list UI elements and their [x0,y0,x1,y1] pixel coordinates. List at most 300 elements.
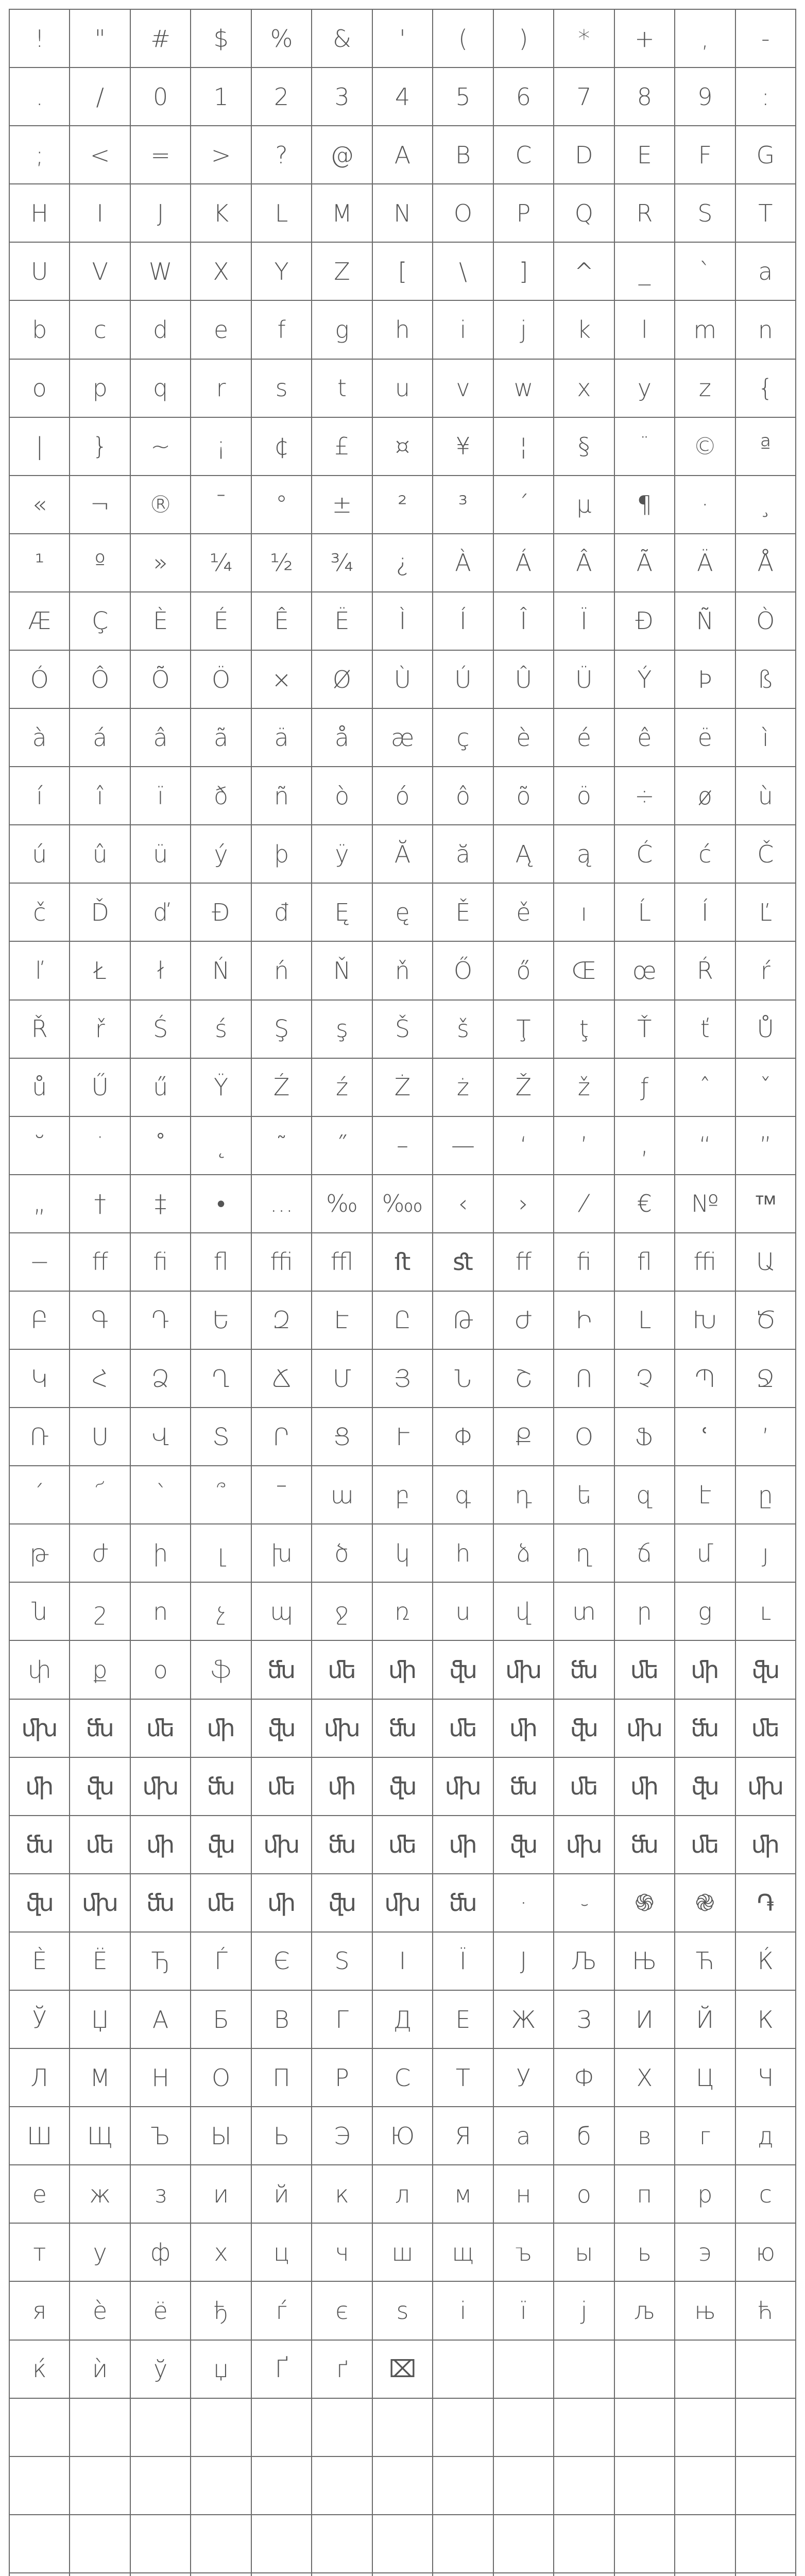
glyph-cell [554,2573,614,2576]
glyph-cell: Г [312,1991,372,2049]
glyph-cell: 0 [131,68,191,126]
glyph-cell: ՟ [252,1466,312,1524]
glyph-cell: E [615,126,675,184]
glyph-cell: Ъ [131,2107,191,2165]
glyph-cell: T [736,184,796,243]
glyph-cell: ™ [736,1175,796,1233]
glyph-cell: ² [373,476,433,534]
glyph-cell: ń [252,942,312,1000]
glyph-cell: С [373,2049,433,2107]
glyph-cell: ³ [433,476,493,534]
glyph-cell: ֍ [615,1874,675,1933]
glyph-cell: ђ [191,2282,251,2340]
glyph-cell [675,2399,735,2457]
glyph-cell: j [494,301,554,359]
glyph-cell: o [10,360,70,418]
glyph-cell: Ě [433,884,493,942]
glyph-cell: “ [675,1117,735,1175]
glyph-cell: Я [433,2107,493,2165]
glyph-cell: ¡ [191,418,251,476]
glyph-cell: æ [373,709,433,767]
glyph-cell: ՚ [736,1408,796,1466]
glyph-cell: ս [433,1583,493,1641]
glyph-cell: ) [494,10,554,68]
glyph-cell [675,2573,735,2576]
glyph-cell: U [10,243,70,301]
glyph-cell: 4 [373,68,433,126]
glyph-cell: Ջ [736,1350,796,1408]
glyph-cell: » [131,534,191,592]
glyph-cell: ք [70,1641,130,1699]
glyph-cell: Է [312,1292,372,1350]
glyph-cell: ﬓ [675,1700,735,1758]
glyph-cell: { [736,360,796,418]
glyph-cell [736,2341,796,2399]
glyph-cell [494,2457,554,2515]
glyph-cell: u [373,360,433,418]
glyph-cell: ? [252,126,312,184]
glyph-cell: ձ [494,1524,554,1583]
glyph-cell: ﬗ [433,1758,493,1816]
glyph-cell: Զ [252,1292,312,1350]
glyph-cell: P [494,184,554,243]
glyph-cell: g [312,301,372,359]
glyph-cell [554,2341,614,2399]
glyph-cell: Ý [615,651,675,709]
glyph-cell: ﬔ [131,1700,191,1758]
glyph-cell: V [70,243,130,301]
glyph-cell: Н [131,2049,191,2107]
glyph-cell: \ [433,243,493,301]
glyph-cell: Â [554,534,614,592]
glyph-cell: ä [252,709,312,767]
glyph-cell: ﬔ [675,1816,735,1874]
glyph-cell: Ü [554,651,614,709]
glyph-cell [736,2457,796,2515]
glyph-cell: r [191,360,251,418]
glyph-cell: ˆ [675,1059,735,1117]
glyph-cell: Ó [10,651,70,709]
glyph-cell: ì [736,709,796,767]
glyph-cell [433,2341,493,2399]
glyph-cell [70,2457,130,2515]
glyph-cell: © [675,418,735,476]
glyph-cell: 5 [433,68,493,126]
glyph-cell: կ [373,1524,433,1583]
glyph-cell: Օ [554,1408,614,1466]
glyph-cell: ы [554,2224,614,2282]
glyph-cell: ˇ [736,1059,796,1117]
glyph-cell: d [131,301,191,359]
glyph-cell [312,2515,372,2573]
glyph-cell: ^ [554,243,614,301]
glyph-cell: y [615,360,675,418]
glyph-cell: Ś [131,1001,191,1059]
glyph-cell: ﬗ [70,1874,130,1933]
glyph-cell: г [675,2107,735,2165]
glyph-cell: Љ [554,1933,614,1991]
glyph-cell [494,2341,554,2399]
glyph-cell: : [736,68,796,126]
glyph-cell [191,2573,251,2576]
glyph-cell: ď [131,884,191,942]
glyph-cell: ﬖ [494,1816,554,1874]
glyph-cell: ћ [736,2282,796,2340]
glyph-cell: ֆ [191,1641,251,1699]
glyph-cell: Ì [373,592,433,651]
glyph-cell: — [433,1117,493,1175]
glyph-cell: գ [433,1466,493,1524]
glyph-cell: Ѕ [312,1933,372,1991]
glyph-cell: ը [736,1466,796,1524]
glyph-cell: Կ [10,1350,70,1408]
glyph-cell: ł [131,942,191,1000]
glyph-cell: ´ [494,476,554,534]
glyph-cell: ﬓ [312,1816,372,1874]
glyph-cell: ﬖ [736,1641,796,1699]
glyph-cell: ª [736,418,796,476]
glyph-cell: 6 [494,68,554,126]
glyph-cell: f [252,301,312,359]
glyph-cell: я [10,2282,70,2340]
glyph-cell: ї [494,2282,554,2340]
glyph-cell: } [70,418,130,476]
glyph-cell: ﬔ [191,1874,251,1933]
glyph-cell: œ [615,942,675,1000]
glyph-cell: ﬂ [191,1233,251,1292]
glyph-grid [9,9,796,2576]
glyph-cell: ﬔ [70,1816,130,1874]
glyph-cell: Ћ [675,1933,735,1991]
glyph-cell: Т [433,2049,493,2107]
glyph-cell: յ [736,1524,796,1583]
glyph-cell: ¥ [433,418,493,476]
glyph-cell: î [70,767,130,825]
glyph-cell: В [252,1991,312,2049]
glyph-cell: ů [10,1059,70,1117]
glyph-cell: e [191,301,251,359]
glyph-cell: ղ [554,1524,614,1583]
glyph-cell: ﬕ [252,1874,312,1933]
glyph-cell: Տ [191,1408,251,1466]
glyph-cell: ‘ [494,1117,554,1175]
glyph-cell: ﬁ [554,1233,614,1292]
glyph-cell: ÷ [615,767,675,825]
glyph-cell [433,2573,493,2576]
glyph-cell: ﬓ [373,1700,433,1758]
glyph-cell: ﬖ [252,1700,312,1758]
glyph-cell: › [494,1175,554,1233]
glyph-cell [736,2399,796,2457]
glyph-cell [10,2457,70,2515]
glyph-cell: ˛ [191,1117,251,1175]
glyph-cell: X [191,243,251,301]
glyph-cell: ﬖ [373,1758,433,1816]
glyph-cell: ã [191,709,251,767]
glyph-cell [312,2573,372,2576]
glyph-cell: Ã [615,534,675,592]
glyph-cell: ﬓ [252,1641,312,1699]
glyph-cell: О [191,2049,251,2107]
glyph-cell: ﬕ [433,1816,493,1874]
glyph-cell: D [554,126,614,184]
glyph-cell: ‹ [433,1175,493,1233]
glyph-cell: ՛ [10,1466,70,1524]
glyph-cell: n [736,301,796,359]
glyph-cell [675,2515,735,2573]
glyph-cell [131,2457,191,2515]
glyph-cell: ţ [554,1001,614,1059]
glyph-cell: ﬓ [433,1874,493,1933]
glyph-cell: ř [70,1001,130,1059]
glyph-cell: ѓ [252,2282,312,2340]
glyph-cell: • [191,1175,251,1233]
glyph-cell: ě [494,884,554,942]
glyph-cell: b [10,301,70,359]
glyph-cell: ﬔ [312,1641,372,1699]
glyph-cell: | [10,418,70,476]
glyph-cell: đ [252,884,312,942]
glyph-cell: ﬖ [554,1700,614,1758]
glyph-cell: þ [252,825,312,884]
glyph-cell: Յ [373,1350,433,1408]
glyph-cell: Ձ [131,1350,191,1408]
glyph-cell: Մ [312,1350,372,1408]
glyph-cell: Þ [675,651,735,709]
glyph-cell: Ÿ [191,1059,251,1117]
glyph-cell: Z [312,243,372,301]
glyph-cell: Ù [373,651,433,709]
glyph-cell: Л [10,2049,70,2107]
glyph-cell: ՜ [70,1466,130,1524]
glyph-cell: ¹ [10,534,70,592]
glyph-cell: ﬓ [554,1641,614,1699]
glyph-cell: ﬖ [433,1641,493,1699]
glyph-cell: Ў [10,1991,70,2049]
glyph-cell: Њ [615,1933,675,1991]
glyph-cell: њ [675,2282,735,2340]
glyph-cell: Ă [373,825,433,884]
glyph-cell: ¾ [312,534,372,592]
glyph-cell: ﬀ [70,1233,130,1292]
glyph-cell: . [10,68,70,126]
glyph-cell: Č [736,825,796,884]
glyph-cell: š [433,1001,493,1059]
glyph-cell: љ [615,2282,675,2340]
glyph-cell: Չ [615,1350,675,1408]
glyph-cell: ˘ [10,1117,70,1175]
glyph-cell: խ [252,1524,312,1583]
glyph-cell: Ђ [131,1933,191,1991]
glyph-cell: Ů [736,1001,796,1059]
glyph-cell [70,2399,130,2457]
glyph-cell: Ť [615,1001,675,1059]
glyph-cell: Й [675,1991,735,2049]
glyph-cell: ﬗ [736,1758,796,1816]
glyph-cell: թ [10,1524,70,1583]
glyph-cell: Ż [373,1059,433,1117]
glyph-cell: F [675,126,735,184]
glyph-cell: ] [494,243,554,301]
glyph-cell: ﬗ [554,1816,614,1874]
glyph-cell [10,2399,70,2457]
glyph-cell: Թ [433,1292,493,1350]
glyph-cell: Ж [494,1991,554,2049]
glyph-cell: õ [494,767,554,825]
glyph-cell: ' [373,10,433,68]
glyph-cell: Í [433,592,493,651]
glyph-cell [191,2457,251,2515]
glyph-cell: / [70,68,130,126]
glyph-cell: ﬁ [131,1233,191,1292]
glyph-cell: ﬕ [675,1641,735,1699]
glyph-cell [433,2399,493,2457]
glyph-cell: w [494,360,554,418]
glyph-cell [494,2399,554,2457]
glyph-cell: ՙ [675,1408,735,1466]
glyph-cell: ⁄ [554,1175,614,1233]
glyph-cell: Щ [70,2107,130,2165]
glyph-cell [252,2457,312,2515]
glyph-cell: ı [554,884,614,942]
glyph-cell: ê [615,709,675,767]
glyph-cell: ﬔ [554,1758,614,1816]
glyph-cell: ñ [252,767,312,825]
glyph-cell: ¢ [252,418,312,476]
glyph-cell: â [131,709,191,767]
glyph-cell: * [554,10,614,68]
glyph-cell: ֎ [675,1874,735,1933]
glyph-cell: Ò [736,592,796,651]
glyph-cell [10,2573,70,2576]
glyph-cell: З [554,1991,614,2049]
glyph-cell: ŕ [736,942,796,1000]
glyph-cell: Խ [675,1292,735,1350]
glyph-cell: ő [494,942,554,1000]
glyph-cell: ‱ [373,1175,433,1233]
glyph-cell: ւ [736,1583,796,1641]
glyph-cell: º [70,534,130,592]
glyph-cell: т [10,2224,70,2282]
glyph-cell: l [615,301,675,359]
glyph-cell: б [554,2107,614,2165]
glyph-cell: ß [736,651,796,709]
glyph-cell [433,2515,493,2573]
glyph-cell: Ц [675,2049,735,2107]
glyph-cell: ՞ [191,1466,251,1524]
glyph-cell [373,2515,433,2573]
glyph-cell: Ժ [494,1292,554,1350]
glyph-cell: ф [131,2224,191,2282]
glyph-cell: k [554,301,614,359]
glyph-cell: v [433,360,493,418]
glyph-cell: ﬖ [10,1874,70,1933]
glyph-cell: Ю [373,2107,433,2165]
glyph-cell [494,2515,554,2573]
glyph-cell: ь [615,2224,675,2282]
glyph-cell: ﬓ [131,1874,191,1933]
glyph-cell: ‡ [131,1175,191,1233]
glyph-cell [131,2515,191,2573]
glyph-cell: а [494,2107,554,2165]
glyph-cell: э [675,2224,735,2282]
glyph-cell: ë [675,709,735,767]
glyph-cell [736,2573,796,2576]
glyph-cell: Ľ [736,884,796,942]
glyph-cell: ó [373,767,433,825]
glyph-cell: Б [191,1991,251,2049]
glyph-cell: Ę [312,884,372,942]
glyph-cell: Լ [615,1292,675,1350]
glyph-cell: ¤ [373,418,433,476]
glyph-cell: ¼ [191,534,251,592]
glyph-cell: Q [554,184,614,243]
glyph-cell: դ [494,1466,554,1524]
glyph-cell: – [373,1117,433,1175]
glyph-cell: à [10,709,70,767]
glyph-cell: ± [312,476,372,534]
glyph-cell [433,2457,493,2515]
glyph-cell: ր [615,1583,675,1641]
glyph-cell: C [494,126,554,184]
glyph-cell: ! [10,10,70,68]
glyph-cell: Ň [312,942,372,1000]
glyph-cell: Ş [252,1001,312,1059]
glyph-cell: Ґ [252,2341,312,2399]
glyph-cell: Î [494,592,554,651]
glyph-cell: ﬗ [494,1641,554,1699]
glyph-cell: Э [312,2107,372,2165]
glyph-cell [615,2457,675,2515]
glyph-cell: Ž [494,1059,554,1117]
glyph-cell: B [433,126,493,184]
glyph-cell: Ű [70,1059,130,1117]
glyph-cell: ﬆ [433,1233,493,1292]
glyph-cell: Ń [191,942,251,1000]
glyph-cell: у [70,2224,130,2282]
glyph-cell: џ [191,2341,251,2399]
glyph-cell [554,2515,614,2573]
glyph-cell: ж [70,2165,130,2224]
glyph-cell: ﬗ [252,1816,312,1874]
glyph-cell: Ա [736,1233,796,1292]
glyph-cell: Ç [70,592,130,651]
glyph-cell [191,2399,251,2457]
glyph-cell: № [675,1175,735,1233]
glyph-cell: ﬀ [494,1233,554,1292]
glyph-cell: Á [494,534,554,592]
glyph-cell: ﬖ [191,1816,251,1874]
glyph-cell: ï [131,767,191,825]
glyph-cell: ò [312,767,372,825]
glyph-cell: Ê [252,592,312,651]
glyph-cell: ﬖ [675,1758,735,1816]
glyph-cell: £ [312,418,372,476]
glyph-cell: $ [191,10,251,68]
glyph-cell: , [675,10,735,68]
glyph-cell: լ [191,1524,251,1583]
glyph-cell [615,2515,675,2573]
glyph-cell: ü [131,825,191,884]
glyph-cell: շ [70,1583,130,1641]
glyph-cell: ź [312,1059,372,1117]
glyph-cell: փ [10,1641,70,1699]
glyph-cell: Ї [433,1933,493,1991]
glyph-cell: ﬔ [373,1816,433,1874]
glyph-cell [373,2399,433,2457]
glyph-cell: е [10,2165,70,2224]
glyph-cell: ć [675,825,735,884]
